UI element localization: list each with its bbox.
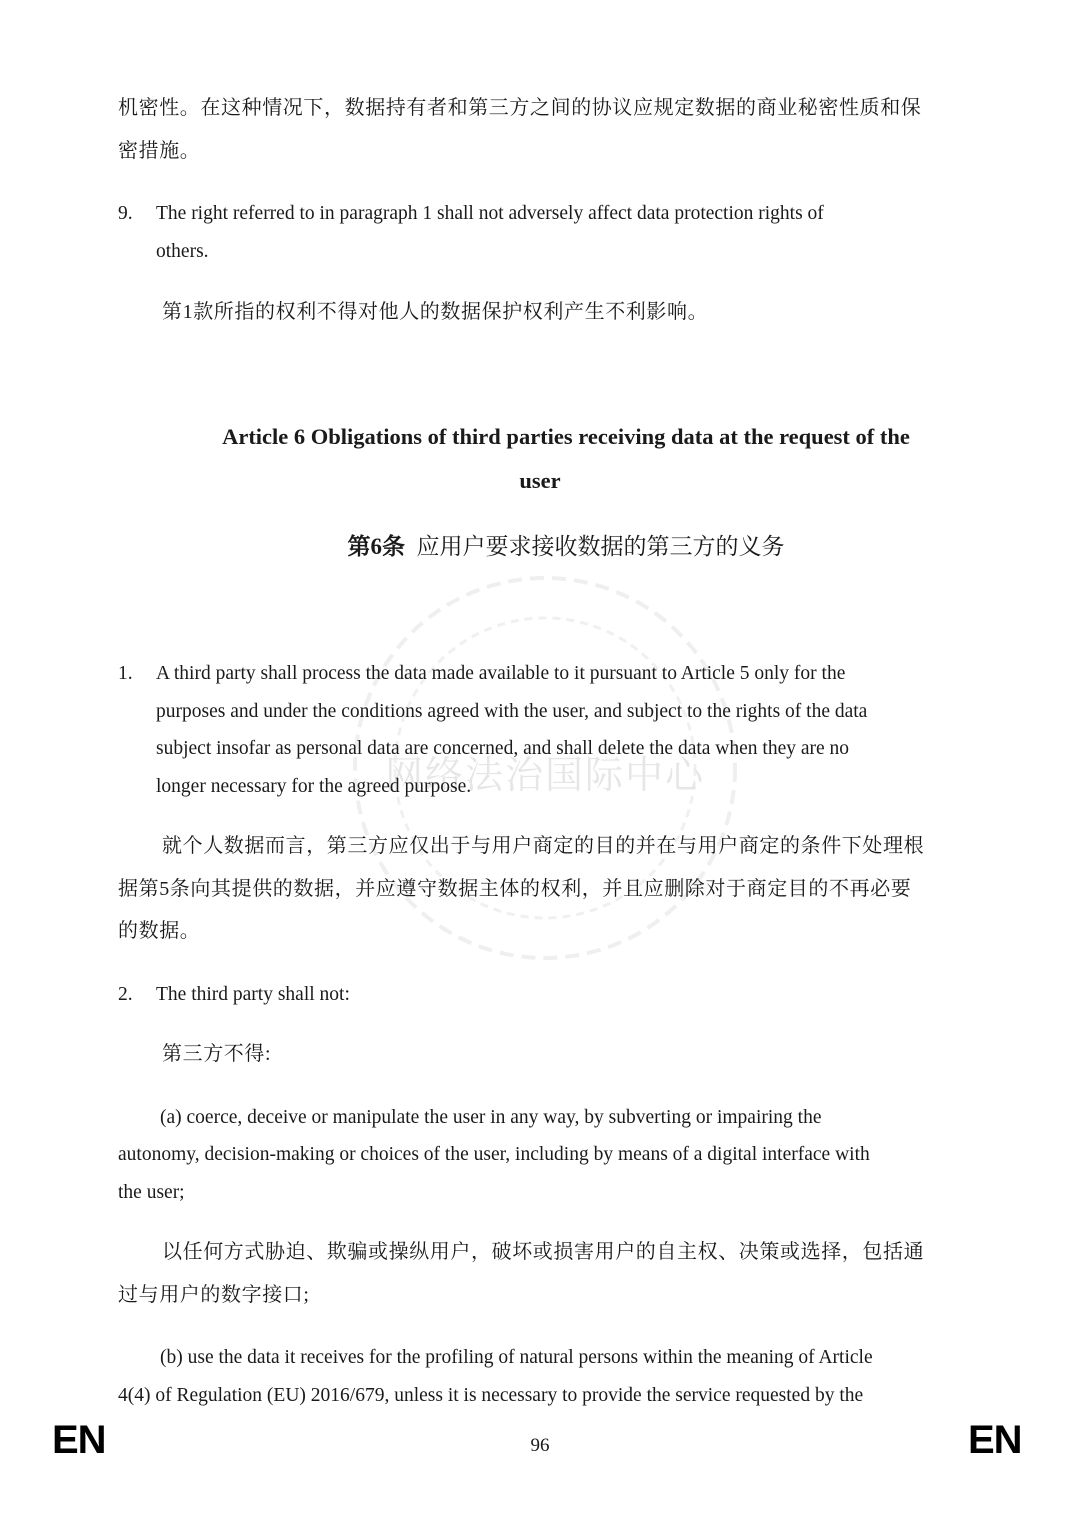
watermark-seal [350,573,740,963]
article-title-zh-rest: 应用户要求接收数据的第三方的义务 [416,534,785,559]
item-2-zh: 第三方不得: [162,1043,272,1065]
point-a-en-line-1: (a) coerce, deceive or manipulate the user in any way, by subverting or impairing the [160,1107,822,1128]
point-a-zh-line-1: 以任何方式胁迫、欺骗或操纵用户，破坏或损害用户的自主权、决策或选择，包括通 [162,1241,925,1263]
item-2-en: The third party shall not: [156,984,350,1005]
point-b-en-line-2: 4(4) of Regulation (EU) 2016/679, unless it is necessary to provide the service requested by the [118,1385,864,1406]
item-1-en-line-1: A third party shall process the data made available to it pursuant to Article 5 only for the [156,663,846,684]
point-a-en-line-2: autonomy, decision-making or choices of the user, including by means of a digital interface with [118,1144,870,1165]
item-1-en-line-3: subject insofar as personal data are concerned, and shall delete the data when they are no [156,738,850,759]
page-number: 96 [530,1435,550,1456]
item-1-en-line-2: purposes and under the conditions agreed with the user, and subject to the rights of the data [156,701,868,722]
continuation-line-2: 密措施。 [118,140,201,162]
item-1-en-line-4: longer necessary for the agreed purpose. [156,776,472,797]
watermark-circle-icon [350,573,740,963]
article-title-zh-prefix: 第6条 [347,534,405,559]
item-9-number: 9. [118,203,133,224]
item-1-zh-line-1: 就个人数据而言，第三方应仅出于与用户商定的目的并在与用户商定的条件下处理根 [162,835,925,857]
watermark-text: 网络法治国际中心 [384,753,705,797]
point-a-zh-line-2: 过与用户的数字接口; [118,1284,310,1306]
item-9-en-line-1: The right referred to in paragraph 1 shall not adversely affect data protection rights of [156,203,824,224]
item-9-zh: 第1款所指的权利不得对他人的数据保护权利产生不利影响。 [162,301,709,323]
point-a-en-line-3: the user; [118,1182,185,1203]
article-title-en-line-2: user [519,468,561,493]
item-1-zh-line-3: 的数据。 [118,920,201,942]
language-mark-right: EN [968,1418,1022,1462]
article-title-en-line-1: Article 6 Obligations of third parties receiving data at the request of the [222,424,910,449]
continuation-line-1: 机密性。在这种情况下，数据持有者和第三方之间的协议应规定数据的商业秘密性质和保 [118,97,922,119]
item-9-en-line-2: others. [156,241,209,262]
item-1-zh-line-2: 据第5条向其提供的数据，并应遵守数据主体的权利，并且应删除对于商定目的不再必要 [118,878,912,900]
article-title-zh [26,532,1080,562]
item-2-number: 2. [118,984,133,1005]
item-1-number: 1. [118,663,133,684]
point-b-en-line-1: (b) use the data it receives for the profiling of natural persons within the meaning of Article [160,1347,873,1368]
language-mark-left: EN [52,1418,106,1462]
